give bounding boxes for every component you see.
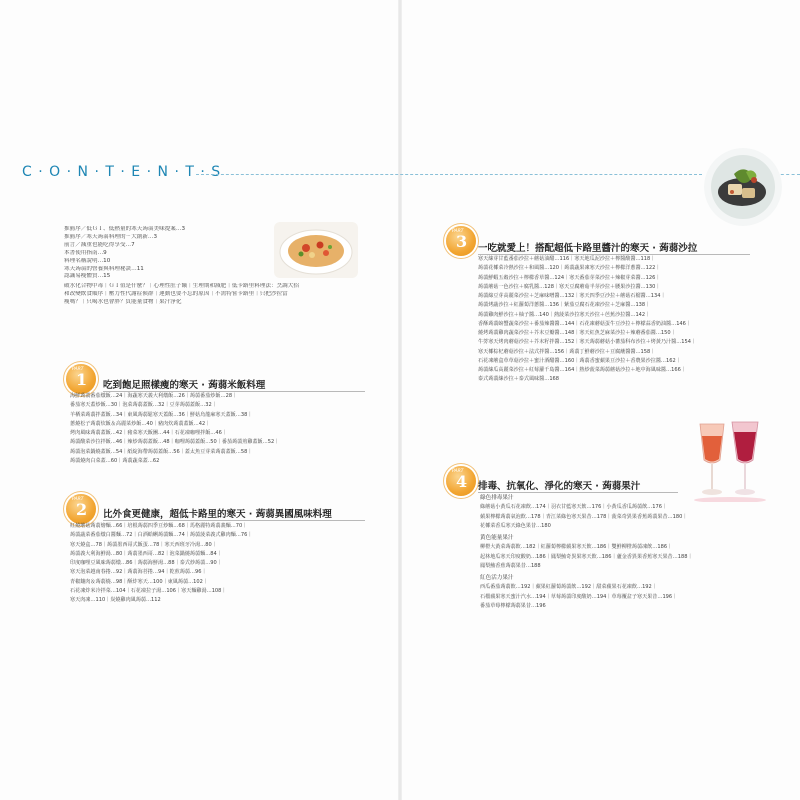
- contents-letter: C: [22, 164, 33, 180]
- part-4-title: 排毒、抗氧化、淨化的寒天 · 蒟蒻果汁: [478, 481, 641, 492]
- contents-letter: N: [77, 164, 90, 180]
- recipe-row[interactable]: 蒟蒻花椰菜冷熱沙拉＋和風醬…120｜蒟蒻蔬果凍寒天沙拉＋檸檬洋蔥醬…122｜: [478, 265, 661, 272]
- book-spine-fold: [398, 0, 402, 800]
- recipe-row[interactable]: 蒟蒻燒肉白菜蓋…60｜蒟蒻蔬菜蓋…62: [70, 457, 160, 464]
- recipe-row[interactable]: 石花凍炸米冷拌菜…104｜石花凍拉子湯…106｜寒天麵雞湯…108｜: [70, 587, 227, 594]
- part-1-title: 吃到飽足照樣瘦的寒天 · 蒟蒻米飯料理: [103, 380, 266, 391]
- part-3-title: 一吃就愛上！搭配超低卡路里醬汁的寒天 · 蒟蒻沙拉: [478, 243, 698, 254]
- intro-line[interactable]: 料理名稱說明…10: [64, 257, 111, 264]
- part-2-rule: [103, 520, 365, 521]
- plated-dish-photo: [704, 148, 782, 226]
- part-2-recipe-list: [70, 522, 370, 605]
- juice-row[interactable]: 起林地瓜寒天印度酸奶…186｜鳳梨鮪奇異果寒天飲…186｜蘆金香異果香蕉寒天果昔…188｜: [480, 553, 693, 560]
- recipe-row[interactable]: 石花凍蘑盒草草菇沙拉＋蜜汁酒醋醬…160｜蒟蒻香蜜蘋果豆沙拉＋香農果沙拉醬…162｜: [478, 357, 681, 364]
- contents-letter: N: [157, 164, 169, 180]
- juice-row[interactable]: 石榴蘋果寒天蜜汁汽水…194｜草莓蒟蒻印度酸奶…194｜草莓覆盆子寒天果昔…196｜: [480, 593, 678, 600]
- contents-letter: S: [211, 164, 222, 180]
- intro-line: 破水化合物中毒｜ＧＩ值是什麼？｜心理性肚子餓｜生理期和減肥｜低卡路里料理法：烹調大招: [64, 283, 299, 290]
- part-2-badge: PART 2: [66, 494, 96, 524]
- recipe-row[interactable]: 寒天肉凍…110｜炭燒雞肉風蒟蒻…112: [70, 597, 161, 603]
- juice-row[interactable]: 柳橙大黃菜蒟蒻飲…182｜紅蘿蔔檸檬蘋果寒天飲…186｜雙鮮柳橙蒟蒻凍飲…186｜: [480, 544, 673, 551]
- contents-letter: O: [49, 164, 62, 180]
- contents-letter: E: [131, 164, 142, 180]
- part-4-rule: [478, 492, 678, 493]
- intro-line[interactable]: 前言／減重也能吃得享受…7: [64, 241, 135, 248]
- juice-row[interactable]: 蘋果檸檬蒟蒻氣泡飲…178｜青江菜綠色寒天果昔…178｜菠菜奇異果香蕉蒟蒻果昔…180｜: [480, 513, 688, 520]
- recipe-row[interactable]: 番茄寒天蓋炒飯…30｜泡菜蒟蒻蓋飯…32｜豆芽蒟蒻蓋飯…32｜: [70, 402, 217, 409]
- recipe-row[interactable]: 蒟蒻義大利海鮮湯…80｜蒟蒻墨西哥…82｜泡菜鍋燒蒟蒻麵…84｜: [70, 550, 222, 557]
- recipe-row[interactable]: 寒天泡菜越南春捲…92｜蒟蒻海苔捲…94｜乾煎蒟蒻…96｜: [70, 569, 207, 576]
- rice-bowl-photo: [274, 222, 358, 278]
- recipe-row[interactable]: 蒟蒻酸菜沙拉拌飯…46｜辣炒蒟蒻蓋飯…48｜咖哩蒟蒻蓋飯…50｜番茄蒟蒻煎雞蓋飯…52｜: [70, 439, 280, 446]
- part-1-recipe-list: [70, 392, 370, 466]
- juice-glasses-photo: [690, 418, 770, 502]
- recipe-row[interactable]: 海鮮蒟蒻番茄燉飯…24｜海蔬寒天義大利燉飯…26｜蒟蒻番茄炒飯…28｜: [70, 393, 238, 399]
- juice-group-heading: 紅色活力果汁: [480, 575, 514, 581]
- recipe-row[interactable]: 寒天燒盒…78｜蒟蒻墨西哥式飯蛋…78｜寒天西班牙冷湯…80｜: [70, 541, 217, 548]
- recipe-row[interactable]: 蒟蒻烤蔬沙拉＋紅蘿蔔洋蔥醬…136｜紫茄豆腐石花凍沙拉＋芝麻醬…138｜: [478, 302, 651, 309]
- recipe-row[interactable]: 紅燒蘑菇蒟蒻燴麵…66｜培根蒟蒻四季豆炒麵…68｜馬格麗特蒟蒻義麵…70｜: [70, 523, 248, 529]
- part-3-badge: PART 3: [446, 226, 476, 256]
- recipe-row[interactable]: 香酥蒟蒻螃蟹蔬菜沙拉＋番茄辣醬醬…144｜石花凍蘑菇蛋牛豆沙拉＋檸檬蒜香奶油醬…146｜: [478, 320, 692, 327]
- juice-group-heading: 綠色排毒果汁: [480, 495, 514, 501]
- recipe-row[interactable]: 蒟蒻泡菜鍋燒蓋飯…54｜紙綻海帶蒟蒻蓋飯…56｜蓋太魚豆芽菜蒟蒻蓋飯…58｜: [70, 448, 253, 455]
- recipe-row[interactable]: 蒟蒻蘑菇一色沙拉＋腐乳醬…128｜寒天豆腐蘑菇半芽沙拉＋腰果沙拉醬…130｜: [478, 283, 661, 290]
- recipe-row[interactable]: 青椒鑲肉＆蒟蒻燒…98｜酥炸寒天…100｜東風蒟蒻…102｜: [70, 578, 208, 585]
- recipe-row[interactable]: 蒟蒻蔬菜番茄燉白醬麵…72｜白酒蛤蜊蒟蒻麵…74｜蒟蒻菠菜義式雞肉麵…76｜: [70, 532, 253, 539]
- recipe-row[interactable]: 蒟蒻絲瓜高麗菜沙拉＋紅莓蘿千島醬…164｜熱炒菠菜蒟蒻蘑菇沙拉＋地中海風味醬…166｜: [478, 367, 686, 373]
- juice-row[interactable]: 花椰菜香瓜寒天綠色果昔…180: [480, 522, 551, 529]
- recipe-row[interactable]: 烤肉風味蒟蒻蓋飯…42｜豬菜寒天飯團…44｜石花凍咖哩拌飯…46｜: [70, 430, 227, 436]
- intro-line: 瘦嗎？｜只喝水也會胖？負能量食物｜果汁淨化: [64, 299, 182, 306]
- intro-line[interactable]: 本書使用指南…9: [64, 249, 107, 256]
- juice-row[interactable]: 西瓜番茄蒟蒻飲…192｜蘋果紅蘿蔔蒟蒻飲…192｜甜菜蘋果石花凍飲…192｜: [480, 584, 657, 591]
- part-3-recipe-list: [478, 255, 778, 385]
- juice-row[interactable]: 鳳梨鮪香蕉蒟蒻果昔…188: [480, 562, 541, 569]
- recipe-row[interactable]: 蒟蒻綠豆芽高麗菜沙拉＋芝麻味噌醬…132｜寒天四季豆沙拉＋蘑菇石榴醬…134｜: [478, 293, 666, 299]
- contents-letter: T: [185, 164, 195, 180]
- juice-group-heading: 黃色能量果汁: [480, 535, 514, 541]
- recipe-row[interactable]: 印度咖哩豆風味蒟蒻燉…86｜蒟蒻海鮮湯…88｜泰式炒蒟蒻…90｜: [70, 560, 222, 566]
- intro-line: 和改變飲食順序｜壓力性代謝症候群｜運動也要不忘的原因｜不需特嘗卡路里｜只把沙拉當: [64, 291, 288, 298]
- recipe-row[interactable]: 燒烤蒟蒻雞肉蔬菜沙拉＋芥末豆瓣醬…148｜寒天紅魚芝麻菜沙拉＋辣蘑番茄醬…150｜: [478, 330, 676, 336]
- part-4-badge: PART 4: [446, 466, 476, 496]
- recipe-row[interactable]: 蒟蒻鮮蝦五穀沙拉＋檸檬香草醬…124｜寒天番茄芽菜沙拉＋辣椒芽菜醬…126｜: [478, 274, 661, 281]
- recipe-row[interactable]: 泰式蒟蒻絲沙拉＋泰式風味醬…168: [478, 376, 560, 383]
- contents-heading: C · O · N · T · E · N · T · S: [22, 164, 222, 180]
- part-1-badge: PART 1: [66, 364, 96, 394]
- intro-line[interactable]: 推薦序／低ＧＩ、低熱量的寒天蒟蒻美味提案…3: [64, 226, 186, 232]
- intro-line[interactable]: 推薦序／寒天蒟蒻料理的ㄧ大創新…3: [64, 233, 158, 240]
- intro-line[interactable]: 寒天蒟蒻的營養與料理秘訣…11: [64, 265, 144, 272]
- juice-row[interactable]: 番茄草莓檸檬蒟蒻果昔…196: [480, 602, 546, 609]
- intro-line[interactable]: 認識易瘦體質…15: [64, 273, 111, 280]
- recipe-row[interactable]: 羊栖菜蒟蒻拌蓋飯…34｜東風蒟蒻鬆寒天蓋飯…36｜鮮菇烏龍麻寒天蓋飯…38｜: [70, 411, 253, 418]
- recipe-row[interactable]: 牛蒡寒天烤肉蘑菇沙拉＋芥末籽拌醬…152｜寒天蒟蒻蘑菇小蕃茄科布沙拉＋烤黃乃汁醬…154｜: [478, 339, 697, 346]
- recipe-row[interactable]: 蔥燒松子蒟蒻炊飯＆高麗菜炒飯…40｜豬肉炊蒟蒻蓋飯…42｜: [70, 420, 211, 427]
- header-dashed-rule: [196, 174, 702, 175]
- part-4-juice-list: [480, 494, 780, 611]
- part-2-title: 比外食更健康，超低卡路里的寒天 · 蒟蒻異國風味料理: [103, 509, 332, 520]
- recipe-row[interactable]: 寒天絲芽甘藍番茄沙拉＋蘑菇油醋…116｜寒天地瓜泥沙拉＋檸醬酸醬…118｜: [478, 256, 656, 262]
- juice-row[interactable]: 綠蘑菇小黃瓜石花凍飲…174｜羽衣甘藍寒天飲…176｜小黃瓜香瓜蒟蒻飲…176｜: [480, 504, 668, 511]
- contents-letter: T: [105, 164, 115, 180]
- recipe-row[interactable]: 寒天椰棕杞蘑菇沙拉＋法式拌醬…156｜蒟蒻丁鮮蘑沙拉＋豆腐蘸醬醬…158｜: [478, 348, 656, 355]
- recipe-row[interactable]: 蒟蒻雞肉鮮沙拉＋柚子醬…140｜熱菠菜沙拉寒天沙拉＋芭蕉沙拉醬…142｜: [478, 311, 651, 318]
